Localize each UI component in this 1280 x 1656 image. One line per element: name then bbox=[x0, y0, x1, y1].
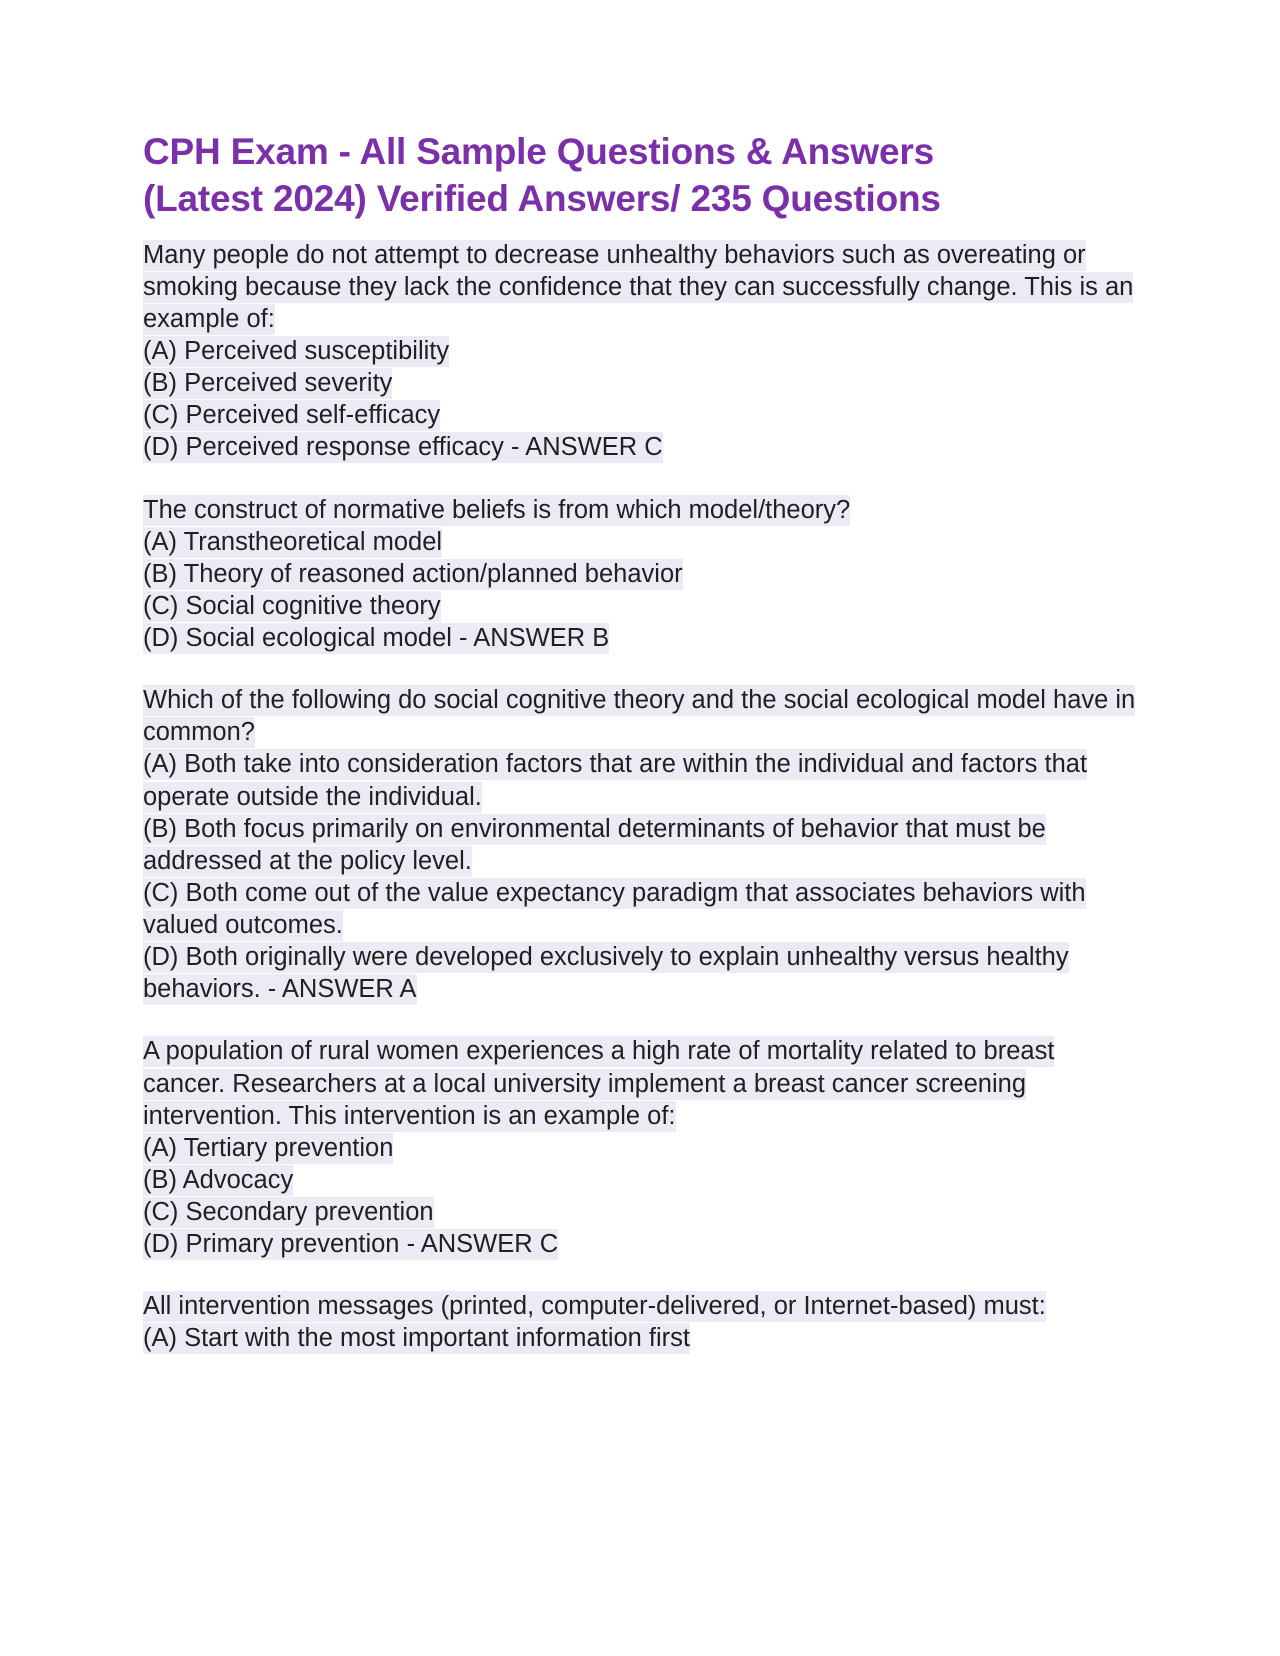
question-block bbox=[143, 494, 1140, 655]
answer-option: (A) Both take into consideration factors that are within the individual and factors that operate outside the individual. bbox=[143, 750, 1088, 811]
answer-option: (A) Perceived susceptibility bbox=[143, 337, 450, 366]
answer-option-with-answer: (D) Primary prevention - ANSWER C bbox=[143, 1230, 559, 1259]
page-title bbox=[143, 128, 1140, 223]
question-stem: The construct of normative beliefs is from which model/theory? bbox=[143, 495, 851, 524]
answer-option: (B) Perceived severity bbox=[143, 369, 393, 398]
question-block bbox=[143, 239, 1140, 464]
answer-option: (A) Transtheoretical model bbox=[143, 527, 443, 556]
answer-option-with-answer: (D) Perceived response efficacy - ANSWER C bbox=[143, 433, 663, 462]
answer-option: (B) Theory of reasoned action/planned behavior bbox=[143, 559, 683, 588]
question-block bbox=[143, 1035, 1140, 1260]
answer-option: (A) Start with the most important information first bbox=[143, 1324, 691, 1353]
question-block bbox=[143, 684, 1140, 1005]
page-title-line-1: CPH Exam - All Sample Questions & Answers bbox=[143, 131, 934, 172]
answer-option: (C) Perceived self-efficacy bbox=[143, 401, 441, 430]
question-stem: A population of rural women experiences a high rate of mortality related to breast cancer. Researchers at a local university implement a breast cancer screening intervention. This intervention is an example of: bbox=[143, 1037, 1055, 1130]
answer-option: (B) Advocacy bbox=[143, 1165, 294, 1194]
question-stem: All intervention messages (printed, computer-delivered, or Internet-based) must: bbox=[143, 1292, 1046, 1321]
answer-option-with-answer: (D) Both originally were developed exclusively to explain unhealthy versus healthy behaviors. - ANSWER A bbox=[143, 943, 1069, 1004]
answer-option: (C) Secondary prevention bbox=[143, 1198, 434, 1227]
answer-option: (C) Both come out of the value expectancy paradigm that associates behaviors with valued outcomes. bbox=[143, 878, 1086, 940]
question-stem: Many people do not attempt to decrease unhealthy behaviors such as overeating or smoking because they lack the confidence that they can successfully change. This is an example of: bbox=[143, 240, 1134, 333]
answer-option: (A) Tertiary prevention bbox=[143, 1133, 394, 1162]
answer-option: (C) Social cognitive theory bbox=[143, 591, 441, 620]
question-block bbox=[143, 1290, 1140, 1354]
answer-option: (B) Both focus primarily on environmental determinants of behavior that must be addressed at the policy level. bbox=[143, 814, 1046, 875]
question-stem: Which of the following do social cognitive theory and the social ecological model have in common? bbox=[143, 686, 1136, 747]
page-title-line-2: (Latest 2024) Verified Answers/ 235 Questions bbox=[143, 178, 941, 220]
answer-option-with-answer: (D) Social ecological model - ANSWER B bbox=[143, 624, 610, 653]
